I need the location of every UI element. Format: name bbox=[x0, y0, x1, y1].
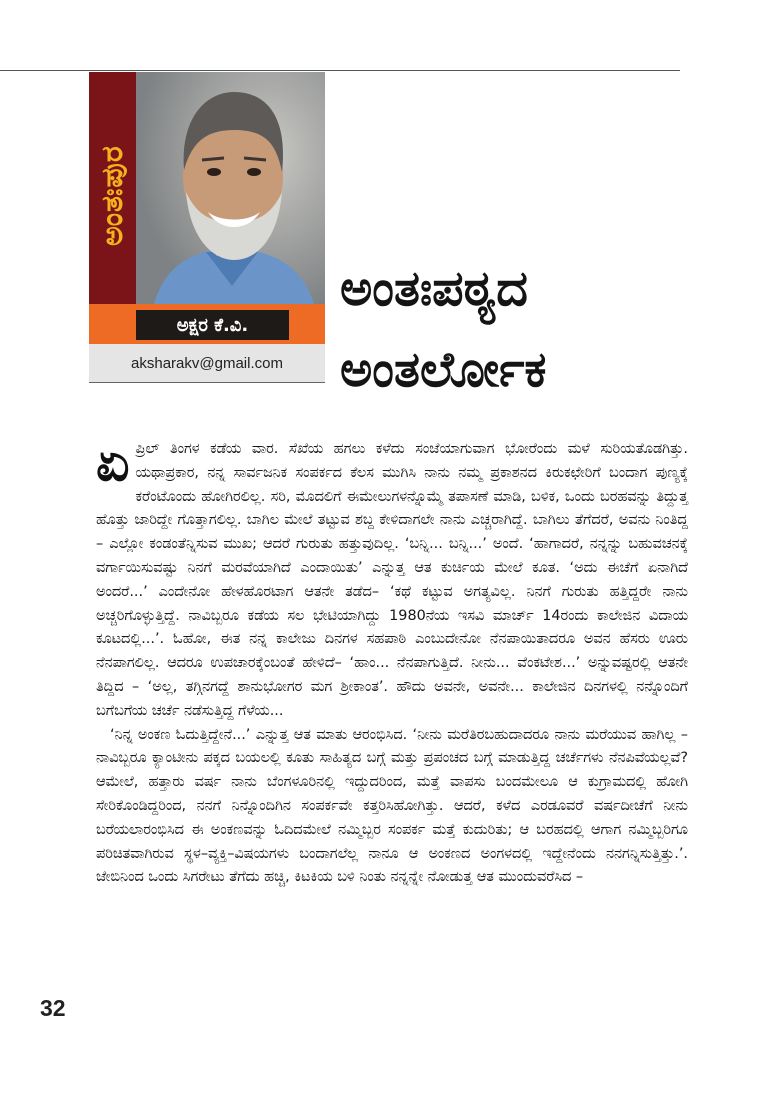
article-title bbox=[340, 248, 670, 410]
drop-cap: ಏ bbox=[96, 433, 130, 493]
column-header bbox=[89, 72, 325, 384]
page-number: 32 bbox=[40, 995, 66, 1021]
author-name: ಅಕ್ಷರ ಕೆ.ವಿ. bbox=[136, 310, 289, 340]
paragraph-1 bbox=[96, 433, 688, 724]
title-line-1: ಅಂತಃಪಠ್ಯದ bbox=[340, 260, 528, 317]
top-rule bbox=[0, 70, 680, 71]
paragraph-2: ‘ನಿನ್ನ ಅಂಕಣ ಓದುತ್ತಿದ್ದೇನೆ...’ ಎನ್ನುತ್ತ ಆತ ಮಾತು ಆರಂಭಿಸಿದ. ‘ನೀನು ಮರೆತಿರಬಹುದಾದರೂ ನಾನು ಮರೆಯುವ ಹಾಗಿಲ್ಲ – ನಾವಿಬ್ಬರೂ ಕ್ಯಾಂಟೀನು ಪಕ್ಕದ ಬಯಲಲ್ಲಿ ಕೂತು ಸಾಹಿತ್ಯದ ಬಗ್ಗೆ ಮತ್ತು ಪ್ರಪಂಚದ ಬಗ್ಗೆ ಮಾಡುತ್ತಿದ್ದ ಚರ್ಚೆಗಳು ನೆನಪಿವೆಯಲ್ಲವೆ? ಆಮೇಲೆ, ಹತ್ತಾರು ವರ್ಷ ನಾನು ಬೆಂಗಳೂರಿನಲ್ಲಿ ಇದ್ದುದರಿಂದ, ಮತ್ತೆ ವಾಪಸು ಬಂದಮೇಲೂ ಆ ಕುಗ್ರಾಮದಲ್ಲಿ ಹೋಗಿ ಸೇರಿಕೊಂಡಿದ್ದರಿಂದ, ನನಗೆ ನಿನ್ನೊಂದಿಗಿನ ಸಂಪರ್ಕವೇ ಕತ್ತರಿಸಿಹೋಗಿತ್ತು. ಆದರೆ, ಕಳೆದ ಎರಡೂವರೆ ವರ್ಷದೀಚೆಗೆ ನೀನು ಬರೆಯಲಾರಂಭಿಸಿದ ಈ ಅಂಕಣವನ್ನು ಓದಿದಮೇಲೆ ನಮ್ಮಿಬ್ಬರ ಸಂಪರ್ಕ ಮತ್ತೆ ಕುದುರಿತು; ಆ ಬರಹದಲ್ಲಿ ಆಗಾಗ ನಮ್ಮಿಬ್ಬರಿಗೂ ಪರಿಚಿತವಾಗಿರುವ ಸ್ಥಳ–ವ್ಯಕ್ತಿ–ವಿಷಯಗಳು ಬಂದಾಗಲೆಲ್ಲ ನಾನೂ ಆ ಅಂಕಣದ ಅಂಗಳದಲ್ಲಿ ಇದ್ದೇನೆಂದು ನನಗನ್ನಿಸುತ್ತಿತ್ತು.’. ಜೇಬಿನಿಂದ ಒಂದು ಸಿಗರೇಟು ತೆಗೆದು ಹಚ್ಚಿ, ಕಿಟಕಿಯ ಬಳಿ ನಿಂತು ನನ್ನನ್ನೇ ನೋಡುತ್ತ ಆತ ಮುಂದುವರೆಸಿದ – bbox=[96, 726, 688, 886]
column-name: ಅಂತಃಪುರ bbox=[95, 145, 130, 247]
author-photo bbox=[136, 72, 325, 304]
title-line-2: ಅಂತರ್ಲೋಕ bbox=[340, 341, 547, 398]
article-body bbox=[96, 433, 688, 890]
author-email: aksharakv@gmail.com bbox=[89, 344, 325, 383]
paragraph-1-text: ಪ್ರಿಲ್ ತಿಂಗಳ ಕಡೆಯ ವಾರ. ಸೆಖೆಯ ಹಗಲು ಕಳೆದು ಸಂಜೆಯಾಗುವಾಗ ಭೋರೆಂದು ಮಳೆ ಸುರಿಯತೊಡಗಿತ್ತು. ಯಥಾಪ್ರಕಾರ, ನನ್ನ ಸಾರ್ವಜನಿಕ ಸಂಪರ್ಕದ ಕೆಲಸ ಮುಗಿಸಿ ನಾನು ನಮ್ಮ ಪ್ರಕಾಶನದ ಕಿರುಕಛೇರಿಗೆ ಬಂದಾಗ ಪುಣ್ಯಕ್ಕೆ ಕರೆಂಟೊಂದು ಹೋಗಿರಲಿಲ್ಲ. ಸರಿ, ಮೊದಲಿಗೆ ಈಮೇಲುಗಳನ್ನೊಮ್ಮೆ ತಪಾಸಣೆ ಮಾಡಿ, ಬಳಿಕ, ಒಂದು ಬರಹವನ್ನು ತಿದ್ದುತ್ತ ಹೊತ್ತು ಜಾರಿದ್ದೇ ಗೊತ್ತಾಗಲಿಲ್ಲ. ಬಾಗಿಲ ಮೇಲೆ ತಟ್ಟುವ ಶಬ್ದ ಕೇಳಿದಾಗಲೇ ನಾನು ಎಚ್ಚರಾಗಿದ್ದೆ. ಬಾಗಿಲು ತೆಗೆದರೆ, ಅವನು ನಿಂತಿದ್ದ – ಎಲ್ಲೋ ಕಂಡಂತೆನ್ನಿಸುವ ಮುಖ; ಆದರೆ ಗುರುತು ಹತ್ತುವುದಿಲ್ಲ. ‘ಬನ್ನಿ... ಬನ್ನಿ...’ ಅಂದೆ. ‘ಹಾಗಾದರೆ, ನನ್ನನ್ನು ಬಹುವಚನಕ್ಕೆ ವರ್ಗಾಯಿಸುವಷ್ಟು ನಿನಗೆ ಮರವೆಯಾಗಿದೆ ಎಂದಾಯಿತು’ ಎನ್ನುತ್ತ ಆತ ಕುರ್ಚಿಯ ಮೇಲೆ ಕೂತ. ‘ಅದು ಈಚೆಗೆ ಏನಾಗಿದೆ ಅಂದರೆ...’ ಎಂದೇನೋ ಹೇಳಹೊರಟಾಗ ಆತನೇ ತಡೆದ– ‘ಕಥೆ ಕಟ್ಟುವ ಅಗತ್ಯವಿಲ್ಲ. ನಿನಗೆ ಗುರುತು ಹತ್ತಿದ್ದರೇ ನಾನು ಅಚ್ಚರಿಗೊಳ್ಳುತ್ತಿದ್ದೆ. ನಾವಿಬ್ಬರೂ ಕಡೆಯ ಸಲ ಭೇಟಿಯಾಗಿದ್ದು 1980ನೆಯ ಇಸವಿ ಮಾರ್ಚ್ 14ರಂದು ಕಾಲೇಜಿನ ವಿದಾಯ ಕೂಟದಲ್ಲಿ...’. ಓಹೋ, ಈತ ನನ್ನ ಕಾಲೇಜು ದಿನಗಳ ಸಹಪಾಠಿ ಎಂಬುದೇನೋ ನೆನಪಾಯಿತಾದರೂ ಅವನ ಹೆಸರು ಊರು ನೆನಪಾಗಲಿಲ್ಲ. ಆದರೂ ಉಪಚಾರಕ್ಕೆಂಬಂತೆ ಹೇಳಿದೆ– ‘ಹಾಂ... ನೆನಪಾಗುತ್ತಿದೆ. ನೀನು... ವೆಂಕಟೇಶ...’ ಅನ್ನುವಷ್ಟರಲ್ಲಿ ಆತನೇ ತಿದ್ದಿದ – ‘ಅಲ್ಲ, ತಗ್ಗಿನಗದ್ದೆ ಶಾನುಭೋಗರ ಮಗ ಶ್ರೀಕಾಂತ’. ಹೌದು ಅವನೇ, ಅವನೇ... ಕಾಲೇಜಿನ ದಿನಗಳಲ್ಲಿ ನನ್ನೊಂದಿಗೆ ಬಗೆಬಗೆಯ ಚರ್ಚೆ ನಡೆಸುತ್ತಿದ್ದ ಗೆಳೆಯ... bbox=[96, 441, 688, 719]
author-portrait-image bbox=[136, 72, 325, 304]
